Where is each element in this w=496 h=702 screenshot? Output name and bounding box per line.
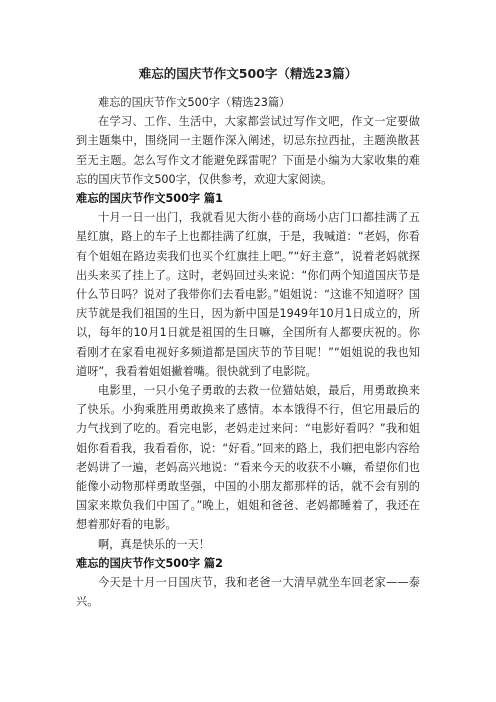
- section-heading: 难忘的国庆节作文500字 篇1: [76, 192, 223, 206]
- body-paragraph: 今天是十月一日国庆节，我和老爸一大清早就坐车回老家——泰兴。: [76, 576, 420, 609]
- subtitle-paragraph: 难忘的国庆节作文500字（精选23篇）: [98, 96, 291, 109]
- document-title: 难忘的国庆节作文500字（精选23篇）: [138, 66, 358, 81]
- body-paragraph: 啊，真是快乐的一天！: [98, 537, 210, 551]
- body-paragraph: 电影里，一只小兔子勇敢的去救一位猫姑娘，最后，用勇敢换来了快乐。小狗乘胜用勇敢换来了感情。本本饿得不行，但它用最后的力气找到了吃的。看完电影，老妈走过来问：“电影好看吗？”我和姐姐你看看我，我看看你，说：“好看。”回来的路上，我们把电影内容给老妈讲了一遍，老妈高兴地说：“看来今天的收获不小嘛，希望你们也能像小动物那样勇敢坚强，中国的小朋友都那样的话，就不会有别的国家来欺负我们中国了。”晚上，姐姐和爸爸、老妈都睡着了，我还在想着那好看的电影。: [76, 384, 420, 532]
- intro-paragraph: 在学习、工作、生活中，大家都尝试过写作文吧，作文一定要做到主题集中，围绕同一主题作深入阐述，切忌东拉西扯，主题涣散甚至无主题。怎么写作文才能避免踩雷呢？下面是小编为大家收集的难忘的国庆节作文500字，仅供参考，欢迎大家阅读。: [76, 115, 420, 186]
- section-heading: 难忘的国庆节作文500字 篇2: [76, 556, 223, 570]
- document-body: [76, 93, 420, 611]
- body-paragraph: 十月一日一出门，我就看见大街小巷的商场小店门口都挂满了五星红旗，路上的车子上也都挂满了红旗，于是，我喊道：“老妈，你看有个姐姐在路边卖我们也买个红旗挂上吧。”“好主意”，说着老妈就探出头来买了挂上了。这时，老妈回过头来说：“你们两个知道国庆节是什么节日吗？说对了我带你们去看电影。”姐姐说：“这谁不知道呀？国庆节就是我们祖国的生日，因为新中国是1949年10月1日成立的，所以，每年的10月1日就是祖国的生日嘛，全国所有人都要庆祝的。你看刚才在家看电视好多频道都是国庆节的节目呢！”“姐姐说的我也知道呀”，我看着姐姐撇着嘴。很快就到了电影院。: [76, 211, 420, 378]
